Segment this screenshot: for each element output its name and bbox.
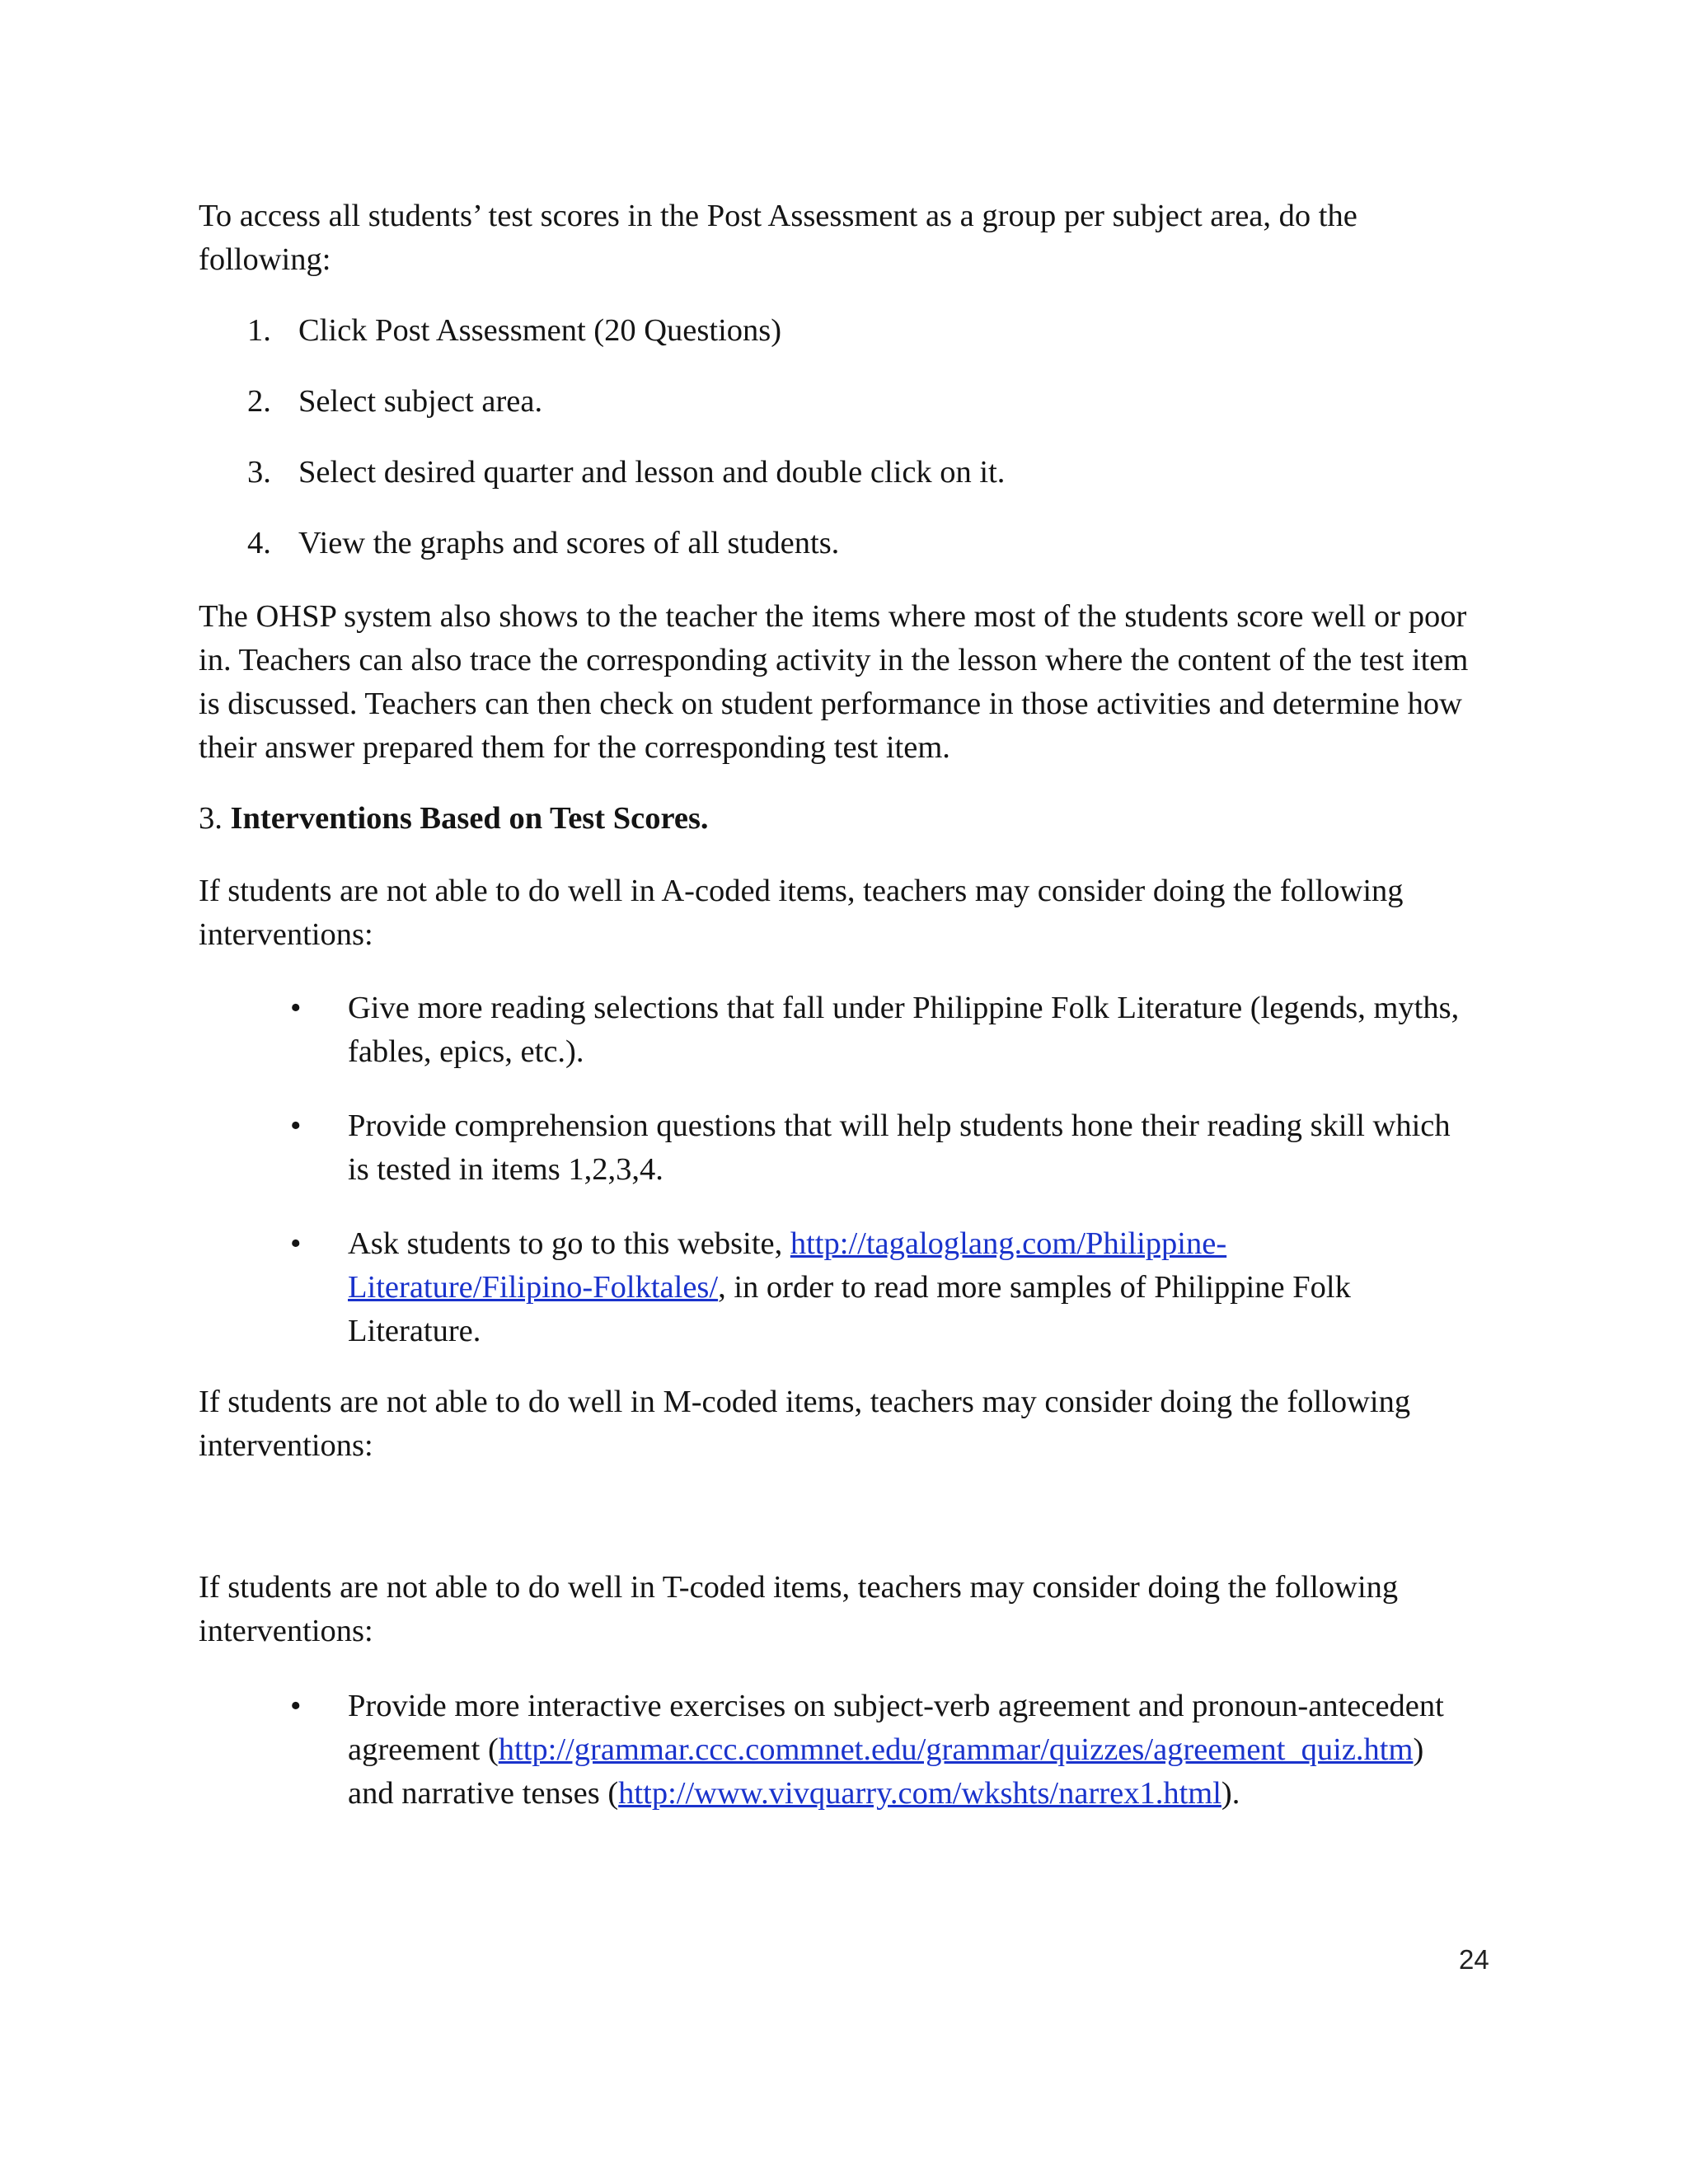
bullet-text [348,1222,1461,1353]
bullet-text-before: Ask students to go to this website, [348,1226,790,1261]
step-text: Select subject area. [298,384,543,419]
step-number: 1. [247,313,271,348]
bullet-icon: • [290,1108,302,1143]
m-coded-intro: If students are not able to do well in M-coded items, teachers may consider doing the following interventions: [199,1385,1411,1463]
bullet-text: Give more reading selections that fall under Philippine Folk Literature (legends, myths, fables, epics, etc.). [348,991,1460,1069]
a-coded-bullet-2 [290,1104,1461,1192]
narrative-tenses-link[interactable]: http://www.vivquarry.com/wkshts/narrex1.html [618,1776,1221,1811]
a-coded-intro: If students are not able to do well in A-coded items, teachers may consider doing the following interventions: [199,874,1404,952]
step-text: Click Post Assessment (20 Questions) [298,313,782,348]
t-coded-intro: If students are not able to do well in T-coded items, teachers may consider doing the following interventions: [199,1570,1399,1648]
section-title: Interventions Based on Test Scores. [230,801,709,836]
bullet-text: Provide comprehension questions that will help students hone their reading skill which is tested in items 1,2,3,4. [348,1108,1451,1187]
page-number: 24 [1459,1944,1489,1975]
bullet-text-part3: ). [1221,1776,1240,1811]
step-number: 4. [247,526,271,560]
bullet-icon: • [290,1689,302,1723]
step-text: View the graphs and scores of all students. [298,526,840,560]
folktales-link[interactable]: http://tagaloglang.com/Philippine-Literature/Filipino-Folktales/ [348,1226,1227,1305]
step-item-4 [247,522,839,565]
t-coded-bullet-1 [290,1685,1461,1816]
ohsp-paragraph: The OHSP system also shows to the teacher the items where most of the students score well or poor in. Teachers can also trace the corresponding activity in the lesson where the content of the test item is discussed. Teachers can then check on student performance in those activities and determine how their answer prepared them for the corresponding test item. [199,599,1469,765]
bullet-text-part2: ) and narrative tenses ( [348,1732,1424,1811]
bullet-text [348,1685,1461,1816]
step-item-3 [247,451,1005,494]
step-item-1 [247,309,781,353]
step-text: Select desired quarter and lesson and double click on it. [298,455,1006,490]
bullet-text-part1: Provide more interactive exercises on subject-verb agreement and pronoun-antecedent agreement ( [348,1689,1444,1767]
section-number: 3. [199,801,223,836]
step-number: 3. [247,455,271,490]
step-item-2 [247,380,542,424]
intro-paragraph: To access all students’ test scores in the Post Assessment as a group per subject area, do the following: [199,199,1357,277]
bullet-icon: • [290,991,302,1025]
step-number: 2. [247,384,271,419]
agreement-quiz-link[interactable]: http://grammar.ccc.commnet.edu/grammar/quizzes/agreement_quiz.htm [498,1732,1414,1767]
bullet-text-after: , in order to read more samples of Philippine Folk Literature. [348,1270,1351,1348]
a-coded-bullet-3 [290,1222,1461,1353]
section-heading [199,797,1493,841]
bullet-icon: • [290,1226,302,1261]
a-coded-bullet-1 [290,987,1461,1074]
